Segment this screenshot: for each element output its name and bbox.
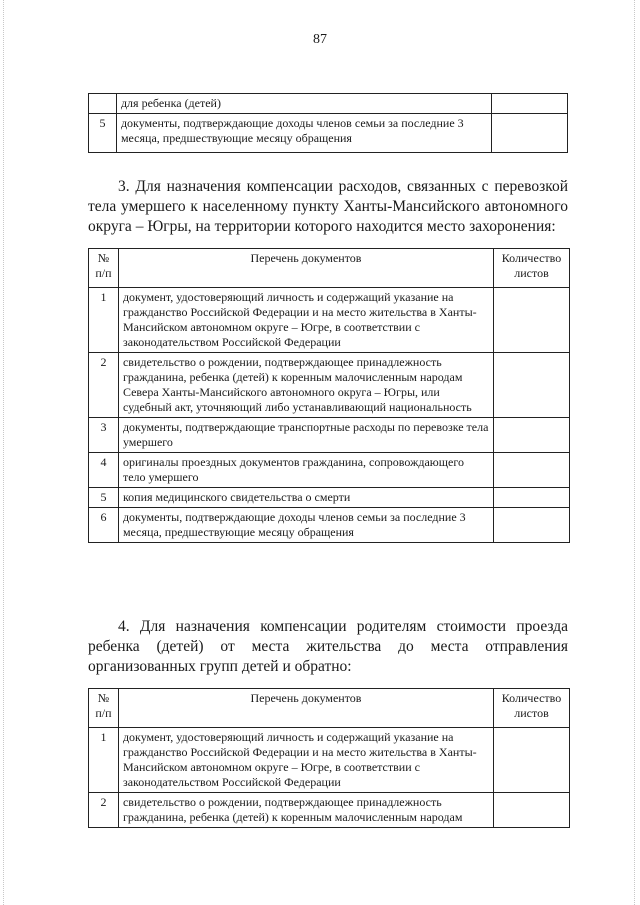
row-number: 1 xyxy=(89,728,119,793)
header-number: № п/п xyxy=(89,249,119,288)
row-document: документы, подтверждающие доходы членов семьи за последние 3 месяца, предшествующие месяцу обращения xyxy=(116,114,491,153)
table-row xyxy=(89,793,570,828)
table-row xyxy=(89,288,570,353)
page-number: 87 xyxy=(313,32,327,47)
row-sheets xyxy=(494,353,570,418)
table-row xyxy=(89,728,570,793)
scan-edge-left xyxy=(3,0,4,905)
row-number: 3 xyxy=(89,418,119,453)
row-document: оригиналы проездных документов гражданина, сопровождающего тело умершего xyxy=(118,453,493,488)
row-sheets xyxy=(494,488,570,508)
table-row xyxy=(89,94,568,114)
row-sheets xyxy=(492,94,568,114)
row-number: 6 xyxy=(89,508,119,543)
row-document: свидетельство о рождении, подтверждающее принадлежность гражданина, ребенка (детей) к коренным малочисленным народам Севера Ханты-Мансийского автономного округа – Югры, или судебный акт, уточняющий либо устанавливающий национальность xyxy=(118,353,493,418)
row-sheets xyxy=(494,288,570,353)
header-sheets: Количество листов xyxy=(494,249,570,288)
scan-edge-right xyxy=(634,0,635,905)
table-continuation xyxy=(88,93,568,153)
row-sheets xyxy=(494,508,570,543)
row-sheets xyxy=(494,728,570,793)
row-document: документ, удостоверяющий личность и содержащий указание на гражданство Российской Федерации и на место жительства в Ханты-Мансийском автономном округе – Югре, в соответствии с законодательством Российской Федерации xyxy=(118,288,493,353)
row-number: 2 xyxy=(89,353,119,418)
table-row xyxy=(89,114,568,153)
header-documents: Перечень документов xyxy=(118,249,493,288)
row-document: документ, удостоверяющий личность и содержащий указание на гражданство Российской Федерации и на место жительства в Ханты-Мансийском автономном округе – Югре, в соответствии с законодательством Российской Федерации xyxy=(118,728,493,793)
table-header-row xyxy=(89,249,570,288)
row-document: свидетельство о рождении, подтверждающее принадлежность гражданина, ребенка (детей) к коренным малочисленным народам xyxy=(118,793,493,828)
row-number: 2 xyxy=(89,793,119,828)
row-document: документы, подтверждающие доходы членов семьи за последние 3 месяца, предшествующие месяцу обращения xyxy=(118,508,493,543)
row-document: документы, подтверждающие транспортные расходы по перевозке тела умершего xyxy=(118,418,493,453)
table-row xyxy=(89,353,570,418)
row-sheets xyxy=(492,114,568,153)
row-number: 4 xyxy=(89,453,119,488)
table-section-3 xyxy=(88,248,570,543)
row-number xyxy=(89,94,117,114)
row-number: 5 xyxy=(89,488,119,508)
header-number: № п/п xyxy=(89,689,119,728)
table-row xyxy=(89,488,570,508)
row-sheets xyxy=(494,418,570,453)
table-row xyxy=(89,418,570,453)
row-sheets xyxy=(494,793,570,828)
table-header-row xyxy=(89,689,570,728)
row-number: 5 xyxy=(89,114,117,153)
header-sheets: Количество листов xyxy=(494,689,570,728)
section-3-paragraph: 3. Для назначения компенсации расходов, связанных с перевозкой тела умершего к населенному пункту Ханты-Мансийского автономного округа – Югры, на территории которого находится место захоронения: xyxy=(88,178,568,235)
section-4-paragraph: 4. Для назначения компенсации родителям стоимости проезда ребенка (детей) от места жительства до места отправления организованных групп детей и обратно: xyxy=(88,618,568,675)
table-row xyxy=(89,453,570,488)
row-number: 1 xyxy=(89,288,119,353)
table-row xyxy=(89,508,570,543)
header-documents: Перечень документов xyxy=(118,689,493,728)
row-document: для ребенка (детей) xyxy=(116,94,491,114)
table-section-4 xyxy=(88,688,570,828)
row-sheets xyxy=(494,453,570,488)
row-document: копия медицинского свидетельства о смерти xyxy=(118,488,493,508)
